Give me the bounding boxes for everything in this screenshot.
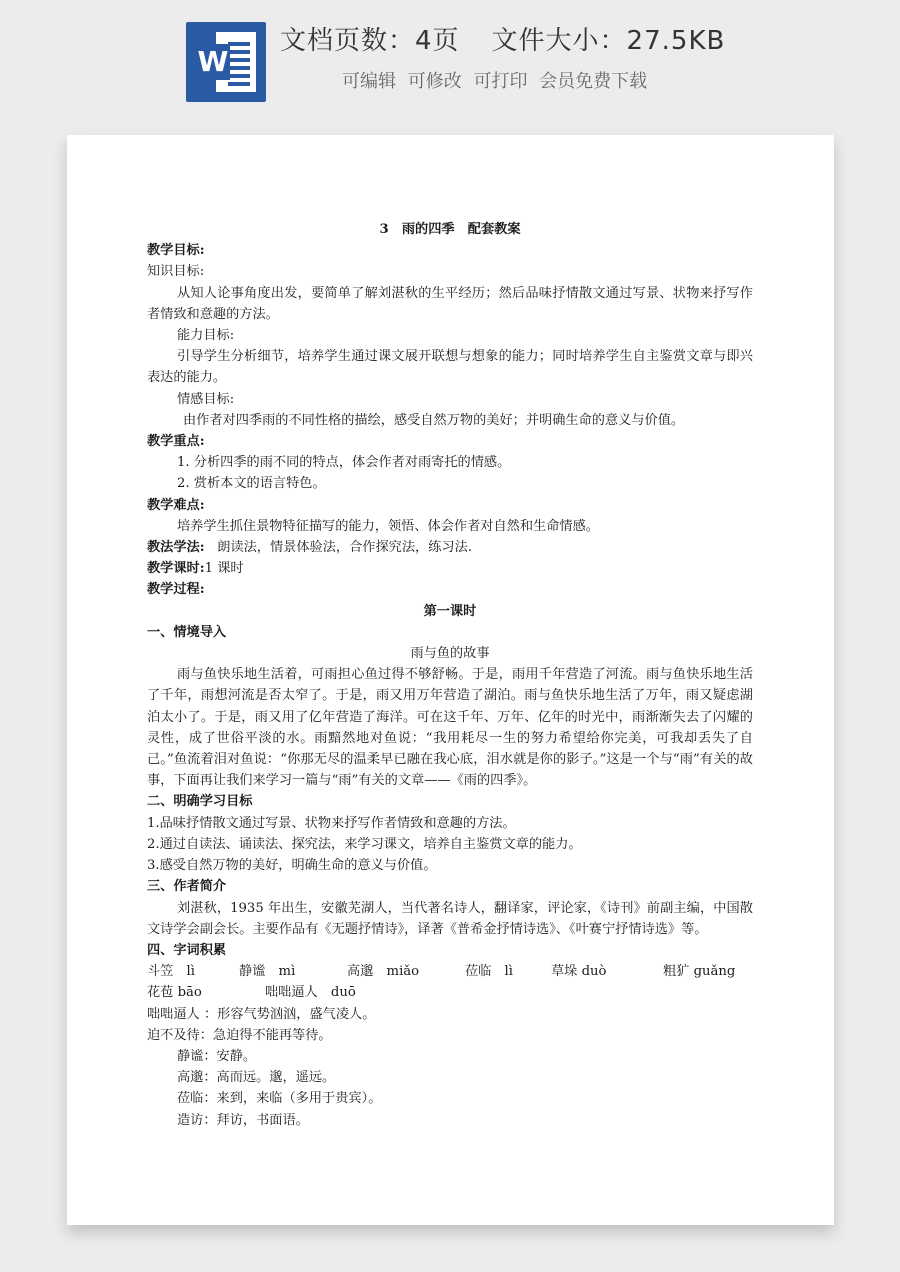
section-vocab-heading: 四、字词积累 [147, 942, 227, 958]
hours-text: 1 课时 [204, 561, 244, 577]
story-paragraph: 雨与鱼快乐地生活着，可雨担心鱼过得不够舒畅。于是，雨用千年营造了河流。雨与鱼快乐地生活了千年，雨想河流是否太窄了。于是，雨又用万年营造了湖泊。雨与鱼快乐地生活了万年，雨又疑虑湖泊太小了。于是，雨又用了亿年营造了海洋。可在这千年、万年、亿年的时光中，雨渐渐失去了闪耀的灵性，成了世俗平淡的水。雨黯然地对鱼说：“我用耗尽一生的努力希望给你完美，可我却丢失了自己。”鱼流着泪对鱼说：“你那无尽的温柔早已融在我心底，泪水就是你的影子。”这是一个与“雨”有关的故事，下面再让我们来学习一篇与“雨”有关的文章——《雨的四季》。 [147, 667, 753, 789]
heading-methods: 教法学法: [147, 540, 205, 556]
key-point-2: 2. 赏析本文的语言特色。 [177, 476, 326, 492]
section-author-heading: 三、作者简介 [147, 879, 227, 895]
page-count: 文档页数：4页 [280, 26, 460, 56]
file-size: 文件大小：27.5KB [491, 26, 726, 56]
learning-goal-3: 3.感受自然万物的美好，明确生命的意义与价值。 [147, 858, 437, 874]
definition-2: 迫不及待：急迫得不能再等待。 [147, 1027, 332, 1043]
section-intro-heading: 一、情境导入 [147, 624, 227, 640]
heading-difficulty: 教学难点: [147, 497, 205, 513]
section-goals-heading: 二、明确学习目标 [147, 794, 253, 810]
vocab-row-2 [147, 982, 753, 1003]
vocab-row-1 [147, 961, 753, 982]
lesson-title: 第一课时 [423, 603, 477, 619]
document-page [67, 135, 834, 1225]
banner-subtitle: 可编辑 可修改 可打印 会员免费下载 [342, 71, 648, 92]
heading-emotion: 情感目标: [177, 391, 235, 407]
vocab-item: 高邈 miǎo [347, 964, 420, 980]
heading-key-points: 教学重点: [147, 434, 205, 450]
key-point-1: 1. 分析四季的雨不同的特点，体会作者对雨寄托的情感。 [177, 455, 511, 471]
learning-goal-1: 1.品味抒情散文通过写景、状物来抒写作者情致和意趣的方法。 [147, 815, 516, 831]
author-paragraph: 刘湛秋，1935 年出生，安徽芜湖人，当代著名诗人，翻译家，评论家，《诗刊》前副主编，中国散文诗学会副会长。主要作品有《无题抒情诗》，译著《普希金抒情诗选》、《叶赛宁抒情诗选》等。 [147, 900, 753, 937]
definition-3: 静谧：安静。 [177, 1048, 257, 1064]
heading-process: 教学过程: [147, 582, 205, 598]
definition-1: 咄咄逼人 ：形容气势汹汹，盛气凌人。 [147, 1006, 376, 1022]
vocab-item: 花苞 bāo [147, 985, 202, 1001]
paragraph-emotion: 由作者对四季雨的不同性格的描绘，感受自然万物的美好；并明确生命的意义与价值。 [183, 412, 685, 428]
heading-hours: 教学课时: [147, 561, 205, 577]
learning-goal-2: 2.通过自读法、诵读法、探究法，来学习课文，培养自主鉴赏文章的能力。 [147, 836, 582, 852]
document-body [147, 219, 753, 1131]
vocab-item: 草垛 duò [551, 964, 607, 980]
word-letter: W [197, 45, 229, 78]
story-title: 雨与鱼的故事 [410, 646, 490, 662]
heading-goals: 教学目标: [147, 243, 205, 259]
hours-line [147, 558, 753, 579]
file-info [280, 20, 725, 57]
paragraph-ability: 引导学生分析细节，培养学生通过课文展开联想与想象的能力；同时培养学生自主鉴赏文章与即兴表达的能力。 [147, 349, 753, 386]
vocab-item: 咄咄逼人 duō [265, 985, 356, 1001]
paragraph-difficulty: 培养学生抓住景物特征描写的能力，领悟、体会作者对自然和生命情感。 [177, 518, 599, 534]
definition-4: 高邈：高而远。邈，遥远。 [177, 1070, 336, 1086]
paragraph-knowledge: 从知人论事角度出发，要简单了解刘湛秋的生平经历；然后品味抒情散文通过写景、状物来抒写作者情致和意趣的方法。 [147, 285, 753, 322]
vocab-item: 粗犷 guǎng [663, 964, 736, 980]
vocab-item: 静谧 mì [239, 964, 296, 980]
heading-ability: 能力目标: [177, 328, 235, 344]
word-document-icon [186, 22, 266, 102]
definition-6: 造访：拜访，书面语。 [177, 1112, 309, 1128]
methods-line [147, 537, 753, 558]
doc-title: 3 雨的四季 配套教案 [379, 222, 521, 237]
methods-text: 朗读法，情景体验法，合作探究法，练习法. [217, 540, 472, 556]
header-banner [0, 0, 900, 120]
heading-knowledge: 知识目标: [147, 264, 205, 280]
vocab-item: 斗笠 lì [147, 964, 195, 980]
vocab-item: 莅临 lì [465, 964, 513, 980]
definition-5: 莅临：来到，来临（多用于贵宾）。 [177, 1091, 382, 1107]
